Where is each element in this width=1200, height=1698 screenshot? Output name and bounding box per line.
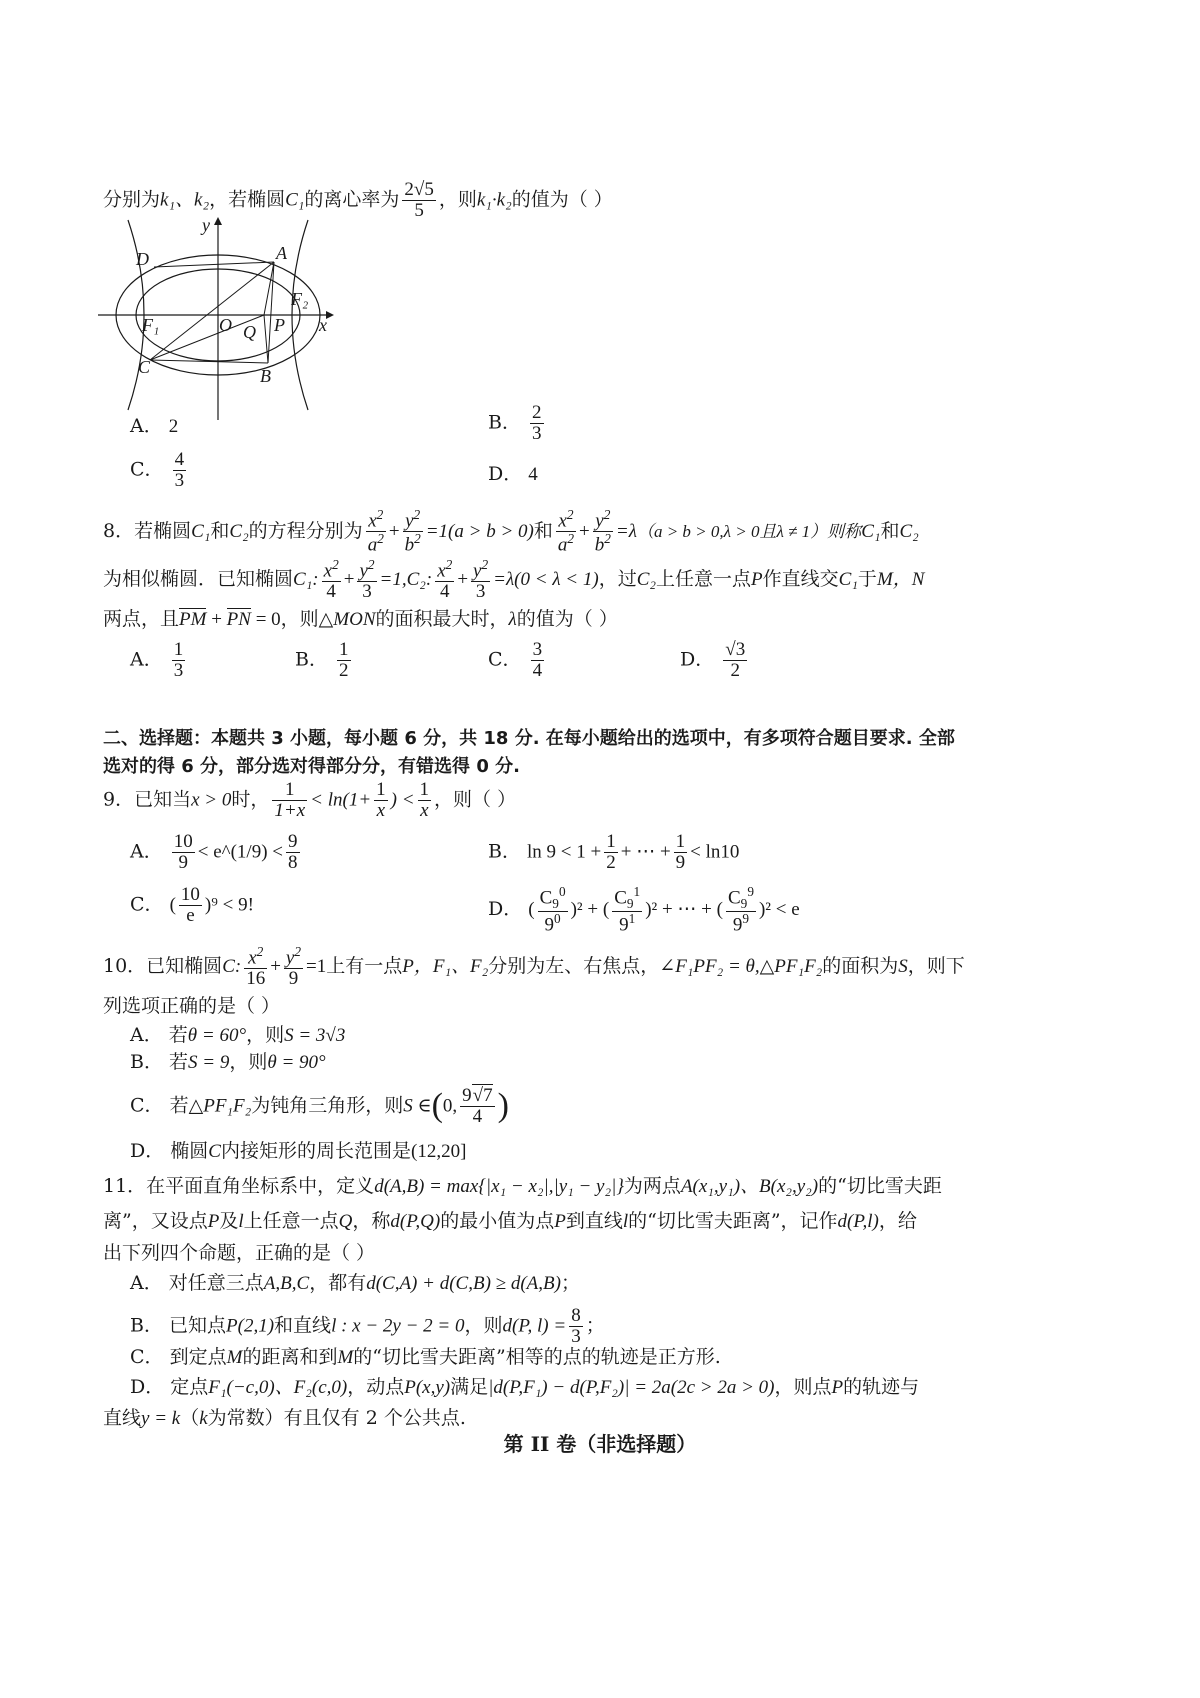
segment-ca bbox=[150, 262, 274, 360]
q8-line2: 为相似椭圆．已知椭圆C₁: $\frac{x^2}{4}$ + $\frac{y^2}{3}$ =1,C₂: $\frac{x^2}{4}$ + $\frac{y^2}{3}$ =λ(0 < λ < 1)，过C₂上任意一点P作直线交C₁于M，N bbox=[103, 557, 925, 603]
segment-qb bbox=[264, 315, 268, 363]
q11-option-c[interactable]: C． 到定点M的距离和到M的“切比雪夫距离”相等的点的轨迹是正方形. bbox=[130, 1346, 721, 1368]
label-p: P bbox=[274, 315, 285, 335]
y-axis-arrow bbox=[214, 217, 222, 225]
label-o: O bbox=[219, 315, 232, 335]
q10-stem: 10．已知椭圆C: $\frac{x^2}{16}$ + $\frac{y^2}{9}$ =1上有一点P，F₁、F₂分别为左、右焦点，∠F₁PF₂ = θ,△PF₁F₂的面积为S，则下 bbox=[103, 944, 965, 990]
q7-option-d[interactable]: D． 4 bbox=[488, 463, 538, 485]
label-f2: F₂ bbox=[291, 289, 309, 309]
q8-option-b[interactable]: B． $\frac{1}{2}$ bbox=[295, 639, 349, 681]
label-q: Q bbox=[243, 322, 256, 342]
q7-option-b[interactable]: B． $\frac{2}{3}$ bbox=[488, 402, 542, 444]
label-y: y bbox=[202, 215, 210, 235]
q10-stem-line2: 列选项正确的是（ ） bbox=[103, 995, 281, 1017]
q7-stem: 分别为k₁、k₂，若椭圆C₁的离心率为 $\frac{2√5}{5}$ ，则k₁·k₂的值为（ ） bbox=[103, 179, 613, 221]
q10-option-b[interactable]: B． 若S = 9，则θ = 90° bbox=[130, 1051, 326, 1073]
q9-option-b[interactable]: B． ln 9 < 1 + $\frac{1}{2}$ + ⋯ + $\frac{1}{9}$ < ln10 bbox=[488, 831, 740, 873]
part-2-heading: 第 II 卷（非选择题） bbox=[503, 1432, 697, 1456]
q9-option-a[interactable]: A． $\frac{10}{9}$ < e^(1/9) < $\frac{9}{8}$ bbox=[130, 831, 298, 873]
q7-option-a[interactable]: A． 2 bbox=[130, 415, 179, 437]
q9-stem: 9．已知当x > 0时， $\frac{1}{1+x}$ < ln(1+ $\frac{1}{x}$ ) < $\frac{1}{x}$ ，则（ ） bbox=[103, 779, 517, 821]
ellipse-hyperbola-figure bbox=[98, 215, 358, 420]
section-2-heading-line1: 二、选择题：本题共 3 小题，每小题 6 分，共 18 分. 在每小题给出的选项中，有多项符合题目要求. 全部 bbox=[103, 728, 955, 749]
q8-option-c[interactable]: C． $\frac{3}{4}$ bbox=[488, 639, 543, 681]
q11-line2: 离”，又设点P及l上任意一点Q，称d(P,Q)的最小值为点P到直线l的“切比雪夫距离”，记作d(P,l)，给 bbox=[103, 1210, 917, 1232]
q8-line3: 两点，且PM + PN = 0，则△MON的面积最大时，λ的值为（ ） bbox=[103, 608, 618, 630]
q11-option-d[interactable]: D． 定点F₁(−c,0)、F₂(c,0)，动点P(x,y)满足|d(P,F₁) − d(P,F₂)| = 2a(2c > 2a > 0)，则点P的轨迹与 bbox=[130, 1376, 920, 1398]
q8-option-d[interactable]: D． $\frac{√3}{2}$ bbox=[680, 639, 746, 681]
label-a: A bbox=[276, 243, 287, 263]
eccentricity-fraction: $\frac{2√5}{5}$ bbox=[404, 179, 434, 221]
q8-line1: 8．若椭圆C₁和C₂的方程分别为 $\frac{x^2}{a^2}$ + $\frac{y^2}{b^2}$ =1(a > b > 0)和 $\frac{x^2}{a^2}$ + $\frac{y^2}{b^2}$ =λ（a > b > 0,λ > 0且λ ≠ 1）则称C₁和C₂ bbox=[103, 507, 919, 556]
label-b: B bbox=[260, 366, 271, 386]
label-x: x bbox=[319, 315, 327, 335]
section-2-heading-line2: 选对的得 6 分，部分选对得部分分，有错选得 0 分. bbox=[103, 756, 520, 777]
segment-da bbox=[154, 262, 274, 267]
label-f1: F₁ bbox=[142, 315, 160, 335]
q11-option-d-line2: 直线y = k（k为常数）有且仅有 2 个公共点. bbox=[103, 1407, 466, 1429]
label-c: C bbox=[138, 357, 151, 377]
q10-option-a[interactable]: A． 若θ = 60°，则S = 3√3 bbox=[130, 1024, 346, 1046]
label-d: D bbox=[136, 249, 149, 269]
q11-option-a[interactable]: A． 对任意三点A,B,C，都有d(C,A) + d(C,B) ≥ d(A,B)； bbox=[130, 1272, 580, 1294]
q10-option-c[interactable]: C． 若△PF₁F₂为钝角三角形，则S ∈(0, $\frac{9√7}{4}$ ) bbox=[130, 1085, 509, 1127]
q8-option-a[interactable]: A． $\frac{1}{3}$ bbox=[130, 639, 184, 681]
q9-option-d[interactable]: D． ( $\frac{C_9^0}{9^0}$ )² + ( $\frac{C_9^1}{9^1}$ )² + ⋯ + ( $\frac{C_9^9}{9^9}$ )² < e bbox=[488, 884, 800, 936]
q11-line1: 11．在平面直角坐标系中，定义d(A,B) = max{|x₁ − x₂|,|y₁ − y₂|}为两点A(x₁,y₁)、B(x₂,y₂)的“切比雪夫距 bbox=[103, 1175, 942, 1197]
q11-option-b[interactable]: B． 已知点P(2,1)和直线l : x − 2y − 2 = 0，则d(P, l) = $\frac{8}{3}$ ； bbox=[130, 1305, 605, 1347]
x-axis-arrow bbox=[326, 311, 334, 319]
q10-option-d[interactable]: D． 椭圆C内接矩形的周长范围是(12,20] bbox=[130, 1140, 467, 1162]
q9-option-c[interactable]: C． ( $\frac{10}{e}$ )⁹ < 9! bbox=[130, 884, 254, 926]
q7-option-c[interactable]: C． $\frac{4}{3}$ bbox=[130, 449, 185, 491]
q11-line3: 出下列四个命题，正确的是（ ） bbox=[103, 1242, 376, 1264]
